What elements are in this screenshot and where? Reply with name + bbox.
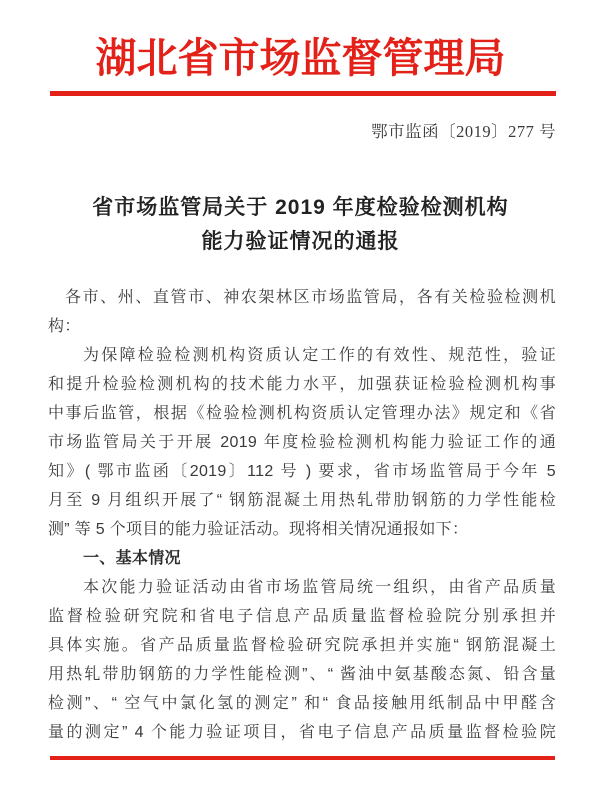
- body-line: 和提升检验检测机构的技术能力水平，加强获证检验检测机构事: [48, 376, 556, 393]
- body-line: 中事后监管，根据《检验检测机构资质认定管理办法》规定和《省: [48, 405, 556, 422]
- body-line: 为保障检验检测机构资质认定工作的有效性、规范性，验证: [83, 347, 556, 364]
- body-line: 用热轧带肋钢筋的力学性能检测”、“ 酱油中氨基酸态氮、铅含量: [48, 666, 556, 683]
- body-line: 测” 等 5 个项目的能力验证活动。现将相关情况通报如下：: [48, 521, 469, 538]
- document-number: 鄂市监函〔2019〕277 号: [371, 122, 556, 141]
- body-line: 知》( 鄂市监函〔2019〕112 号 ) 要求，省市场监管局于今年 5: [48, 463, 556, 480]
- header-rule: [50, 91, 556, 96]
- body-line: 构：: [48, 318, 81, 335]
- body-line: 检测”、“ 空气中氯化氢的测定” 和“ 食品接触用纸制品中甲醛含: [48, 695, 556, 712]
- body-line: 市场监管局关于开展 2019 年度检验检测机构能力验证工作的通: [48, 434, 556, 451]
- body-line: 具体实施。省产品质量监督检验研究院承担并实施“ 钢筋混凝土: [48, 637, 556, 654]
- body-line: 月至 9 月组织开展了“ 钢筋混凝土用热轧带肋钢筋的力学性能检: [48, 492, 556, 509]
- body-line: 监督检验研究院和省电子信息产品质量监督检验院分别承担并: [48, 608, 556, 625]
- title-line: 能力验证情况的通报: [201, 230, 400, 253]
- agency-name: 湖北省市场监督管理局: [95, 35, 506, 81]
- title-line: 省市场监管局关于 2019 年度检验检测机构: [92, 196, 509, 219]
- document-body: [48, 283, 556, 747]
- body-line: 本次能力验证活动由省市场监管局统一组织，由省产品质量: [83, 579, 556, 596]
- document-title: [0, 191, 601, 259]
- body-line: 一、基本情况: [83, 550, 181, 567]
- body-line: 各市、州、直管市、神农架林区市场监管局，各有关检验检测机: [65, 289, 556, 306]
- footer-rule: [50, 756, 555, 760]
- body-line: 量的测定” 4 个能力验证项目，省电子信息产品质量监督检验院: [48, 724, 556, 741]
